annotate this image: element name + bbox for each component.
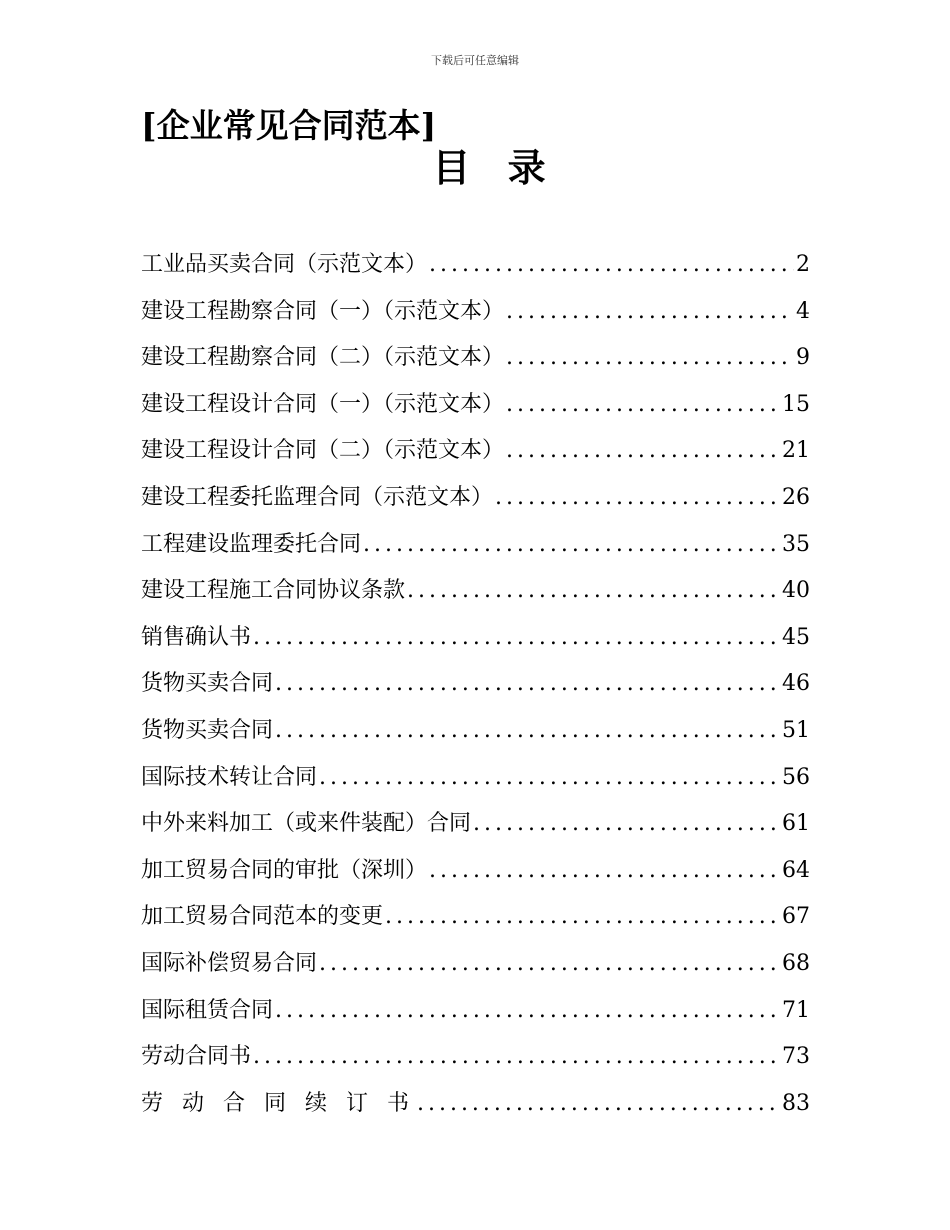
- toc-dot-leader: [405, 569, 780, 613]
- toc-entry-title: 劳 动 合 同 续 订 书: [141, 1090, 415, 1116]
- toc-entry-page: 35: [782, 531, 810, 557]
- toc-dot-leader: [427, 849, 780, 893]
- toc-dot-leader: [251, 1035, 780, 1079]
- toc-entry-page: 68: [782, 950, 810, 976]
- toc-entry-page: 73: [782, 1044, 810, 1070]
- toc-entry[interactable]: [141, 523, 810, 570]
- toc-entry-page: 2: [796, 252, 810, 277]
- toc-entry-page: 40: [782, 578, 810, 604]
- toc-entry-page: 26: [782, 484, 810, 510]
- toc-entry-title: 建设工程设计合同（二）（示范文本）: [141, 438, 505, 464]
- toc-entry[interactable]: [141, 383, 810, 430]
- toc-entry-page: 45: [782, 624, 810, 650]
- toc-entry-page: 15: [782, 391, 810, 417]
- toc-dot-leader: [273, 989, 780, 1033]
- toc-dot-leader: [273, 662, 780, 706]
- toc-entry-title: 建设工程设计合同（一）（示范文本）: [141, 391, 505, 417]
- toc-entry-page: 64: [782, 857, 810, 883]
- toc-dot-leader: [251, 616, 780, 660]
- toc-heading: 目 录: [432, 145, 558, 190]
- toc-entry-page: 46: [782, 671, 810, 697]
- toc-entry-page: 67: [782, 904, 810, 930]
- toc-dot-leader: [471, 802, 780, 846]
- toc-entry-page: 56: [782, 764, 810, 790]
- toc-entry-title: 加工贸易合同范本的变更: [141, 904, 384, 930]
- toc-entry[interactable]: [141, 756, 810, 803]
- toc-dot-leader: [317, 756, 780, 800]
- toc-dot-leader: [504, 383, 780, 427]
- toc-dot-leader: [273, 709, 780, 753]
- toc-entry-title: 建设工程施工合同协议条款: [141, 578, 406, 604]
- toc-dot-leader: [361, 523, 780, 567]
- toc-entry-title: 建设工程勘察合同（二）（示范文本）: [141, 345, 505, 371]
- toc-entry-page: 83: [782, 1090, 810, 1116]
- toc-entry-title: 中外来料加工（或来件装配）合同: [141, 811, 472, 837]
- toc-entry[interactable]: [141, 476, 810, 523]
- toc-entry-title: 货物买卖合同: [141, 717, 274, 743]
- toc-entry[interactable]: [141, 662, 810, 709]
- toc-entry-title: 国际租赁合同: [141, 997, 274, 1023]
- toc-entry[interactable]: [141, 895, 810, 942]
- toc-entry[interactable]: [141, 989, 810, 1036]
- toc-dot-leader: [427, 243, 794, 287]
- toc-entry-title: 国际技术转让合同: [141, 764, 318, 790]
- toc-entry[interactable]: [141, 616, 810, 663]
- toc-entry-page: 21: [782, 438, 810, 464]
- toc-entry-title: 工程建设监理委托合同: [141, 531, 362, 557]
- toc-entry-title: 加工贸易合同的审批（深圳）: [141, 857, 428, 883]
- toc-entry-page: 51: [782, 717, 810, 743]
- toc-dot-leader: [415, 1082, 780, 1126]
- toc-entry[interactable]: [141, 336, 810, 383]
- toc-entry[interactable]: [141, 849, 810, 896]
- toc-entry-title: 国际补偿贸易合同: [141, 950, 318, 976]
- toc-entry-title: 劳动合同书: [141, 1044, 252, 1070]
- toc-dot-leader: [383, 895, 780, 939]
- table-of-contents: [141, 243, 810, 1128]
- toc-dot-leader: [317, 942, 780, 986]
- toc-entry-title: 工业品买卖合同（示范文本）: [141, 252, 428, 277]
- document-title: [企业常见合同范本]: [141, 106, 437, 145]
- page-header-note: 下载后可任意编辑: [431, 54, 519, 67]
- toc-entry[interactable]: [141, 1035, 810, 1082]
- toc-entry-title: 建设工程勘察合同（一）（示范文本）: [141, 298, 505, 324]
- toc-entry-page: 4: [796, 298, 810, 324]
- toc-entry-title: 建设工程委托监理合同（示范文本）: [141, 484, 494, 510]
- toc-entry[interactable]: [141, 942, 810, 989]
- toc-dot-leader: [504, 290, 794, 334]
- toc-entry-page: 71: [782, 997, 810, 1023]
- toc-entry[interactable]: [141, 429, 810, 476]
- toc-entry[interactable]: [141, 243, 810, 290]
- toc-entry[interactable]: [141, 802, 810, 849]
- toc-dot-leader: [493, 476, 780, 520]
- toc-entry[interactable]: [141, 709, 810, 756]
- toc-entry[interactable]: [141, 1082, 810, 1129]
- toc-entry-page: 61: [782, 811, 810, 837]
- toc-entry[interactable]: [141, 290, 810, 337]
- toc-entry-page: 9: [796, 345, 810, 371]
- toc-dot-leader: [504, 429, 780, 473]
- toc-entry-title: 货物买卖合同: [141, 671, 274, 697]
- toc-dot-leader: [504, 336, 794, 380]
- toc-entry[interactable]: [141, 569, 810, 616]
- toc-entry-title: 销售确认书: [141, 624, 252, 650]
